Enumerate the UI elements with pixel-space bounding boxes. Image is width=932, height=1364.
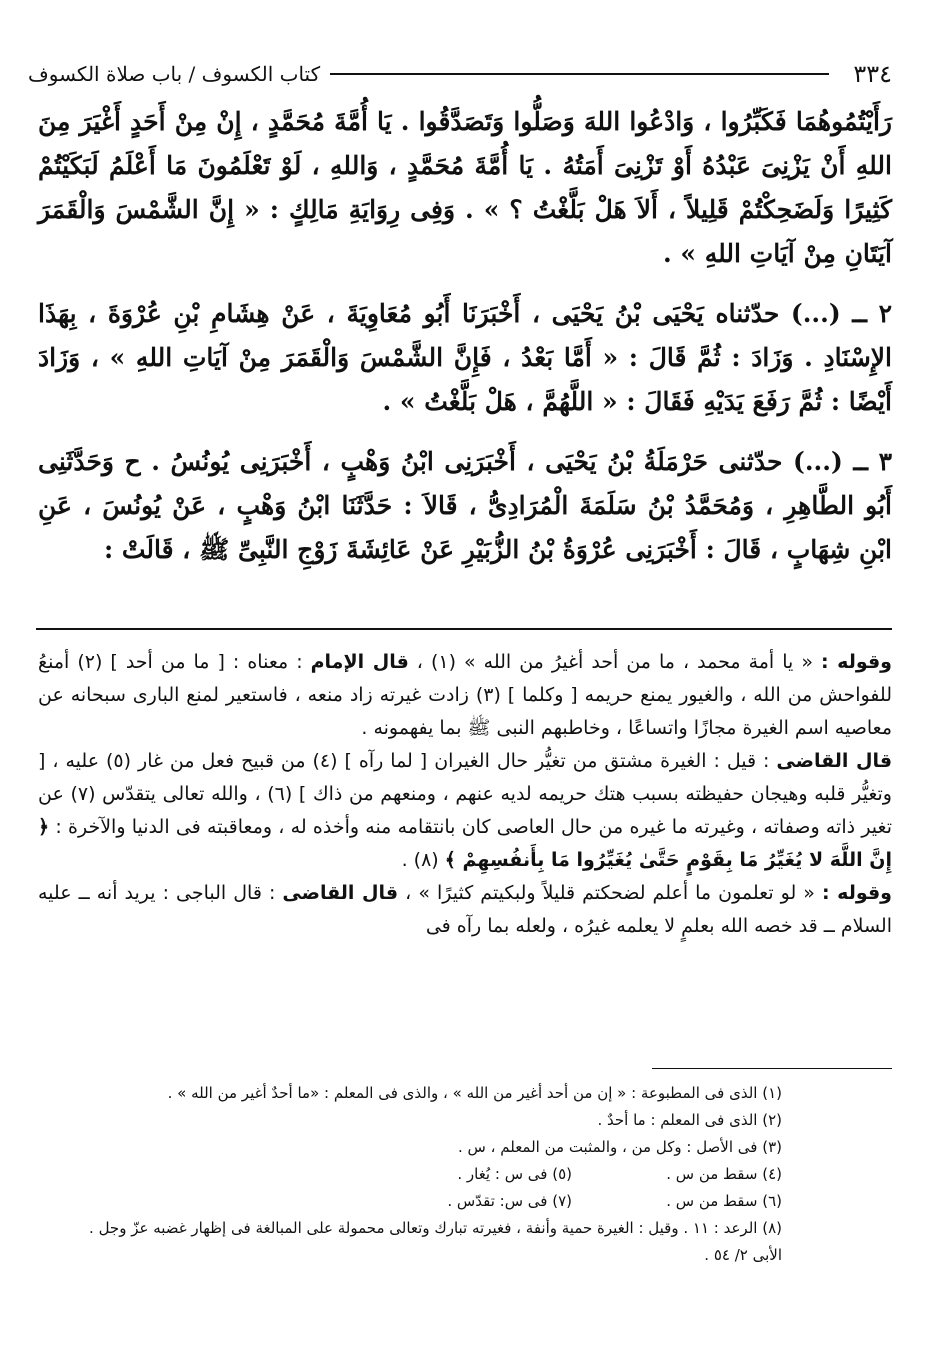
page-number: ٣٣٤ <box>853 60 892 88</box>
page-header <box>28 54 892 94</box>
hadith-3: ٣ ــ (...) حدّثنى حَرْمَلَةُ بْنُ يَحْيَى ، أَخْبَرَنِى ابْنُ وَهْبٍ ، أَخْبَرَنِى يُونُسُ . ح وَحَدَّثَنِى أَبُو الطَّاهِرِ ، وَمُحَمَّدُ بْنُ سَلَمَةَ الْمُرَادِىُّ ، قَالاَ : حَدَّثَنَا ابْنُ وَهْبٍ ، عَنْ يُونُسَ ، عَنِ ابْنِ شِهَابٍ ، قَالَ : أَخْبَرَنِى عُرْوَةُ بْنُ الزُّبَيْرِ عَنْ عَائِشَةَ زَوْجِ النَّبِىِّ ﷺ ، قَالَتْ : <box>38 447 892 564</box>
commentary-text-end: (٨) . <box>401 849 445 871</box>
commentary-text: : معناه : [ ما من أحد ] (٢) أمنعُ للفواحش من الله ، والغيور يمنع حريمه [ وكلما ] (٣) زادت غيرته زاد منعه ، فاستعير لمنع البارى سبحانه عن معاصيه اسم الغيرة مجازًا واتساعًا ، وخاطبهم النبى ﷺ بما يفهمونه . <box>38 651 892 739</box>
quran-verse: ﴿ إِنَّ اللَّهَ لا يُغَيِّرُ مَا بِقَوْمٍ حَتَّىٰ يُغَيِّرُوا مَا بِأَنفُسِهِمْ ﴾ <box>38 816 892 871</box>
commentary-text: : قال الباجى : يريد أنه ــ عليه السلام ــ قد خصه الله بعلمٍ لا يعلمه غيرُه ، ولعله بما رآه فى <box>38 882 892 937</box>
commentary-quote: « لو تعلمون ما أعلم لضحكتم قليلاً ولبكيتم كثيرًا » ، <box>398 882 822 904</box>
header-rule <box>330 73 829 75</box>
footnote-8: (٨) الرعد : ١١ . وقيل : الغيرة حمية وأنفة ، فغيرته تبارك وتعالى محمولة على المبالغة فى إظهار غضبه عزّ وجل . الأبى ٢/ ٥٤ . <box>89 1219 782 1264</box>
footnote-row <box>60 1161 782 1188</box>
footnote-5: (٥) فى س : يُغار . <box>457 1165 572 1183</box>
commentary-paragraph-3 <box>38 877 892 943</box>
footnote-7: (٧) فى س: تقدّس . <box>447 1192 572 1210</box>
hadith-paragraph-continued: رَأَيْتُمُوهُمَا فَكَبِّرُوا ، وَادْعُوا اللهَ وَصَلُّوا وَتَصَدَّقُوا . يَا أُمَّةَ مُحَمَّدٍ ، إِنْ مِنْ أَحَدٍ أَغْيَرَ مِنَ اللهِ أَنْ يَزْنِىَ عَبْدُهُ أَوْ تَزْنِىَ أَمَتُهُ . يَا أُمَّةَ مُحَمَّدٍ ، وَاللهِ ، لَوْ تَعْلَمُونَ مَا أَعْلَمُ لَبَكَيْتُمْ كَثِيرًا وَلَضَحِكْتُمْ قَلِيلاً ، أَلاَ هَلْ بَلَّغْتُ ؟ » . وَفِى رِوَايَةِ مَالِكٍ : « إِنَّ الشَّمْسَ وَالْقَمَرَ آيَتَانِ مِنْ آيَاتِ اللهِ » . <box>38 107 892 268</box>
text-divider <box>36 628 892 630</box>
commentary-speaker: قال الإمام <box>310 651 409 673</box>
commentary-paragraph-2 <box>38 745 892 877</box>
hadith-text <box>38 100 892 572</box>
hadith-2: ٢ ــ (...) حدّثناه يَحْيَى بْنُ يَحْيَى ، أَخْبَرَنَا أَبُو مُعَاوِيَةَ ، عَنْ هِشَامِ بْنِ عُرْوَةَ ، بِهَذَا الإِسْنَادِ . وَزَادَ : ثُمَّ قَالَ : « أَمَّا بَعْدُ ، فَإِنَّ الشَّمْسَ وَالْقَمَرَ مِنْ آيَاتِ اللهِ » ، وَزَادَ أَيْضًا : ثُمَّ رَفَعَ يَدَيْهِ فَقَالَ : « اللَّهُمَّ ، هَلْ بَلَّغْتُ » . <box>38 299 892 416</box>
running-title: كتاب الكسوف / باب صلاة الكسوف <box>28 62 321 86</box>
commentary <box>38 646 892 943</box>
commentary-speaker: قال القاضى <box>776 750 893 772</box>
footnote-4: (٤) سقط من س . <box>666 1165 782 1183</box>
commentary-lead: وقوله : <box>820 651 892 673</box>
footnote-2: (٢) الذى فى المعلم : ما أحدٌ . <box>597 1111 782 1129</box>
footnote-row <box>60 1188 782 1215</box>
footnote-rule <box>652 1068 892 1069</box>
footnote-3: (٣) فى الأصل : وكل من ، والمثبت من المعلم ، س . <box>458 1138 782 1156</box>
commentary-quote: « يا أمة محمد ، ما من أحد أغيرُ من الله » (١) ، <box>408 651 821 673</box>
footnotes <box>60 1080 782 1269</box>
commentary-paragraph-1 <box>38 646 892 745</box>
commentary-lead: وقوله : <box>821 882 892 904</box>
footnote-6: (٦) سقط من س . <box>666 1192 782 1210</box>
footnote-1: (١) الذى فى المطبوعة : « إن من أحد أغير من الله » ، والذى فى المعلم : «ما أحدٌ أغير من الله » . <box>167 1084 782 1102</box>
commentary-speaker: قال القاضى <box>282 882 399 904</box>
commentary-text: : قيل : الغيرة مشتق من تغيُّر حال الغيران [ لما رآه ] (٤) من قبيح فعل من غار (٥) عليه ، [ وتغيُّر قلبه وهيجان حفيظته بسبب هتك حريمه لديه عنهم ، ومنعهم من ذاك ] (٦) ، والله تعالى يتقدّس (٧) عن تغير ذاته وصفاته ، وغيرته ما غيره من حال العاصى كان بانتقامه منه وأخذه له ، ومعاقبته فى الدنيا والآخرة : <box>38 750 892 838</box>
